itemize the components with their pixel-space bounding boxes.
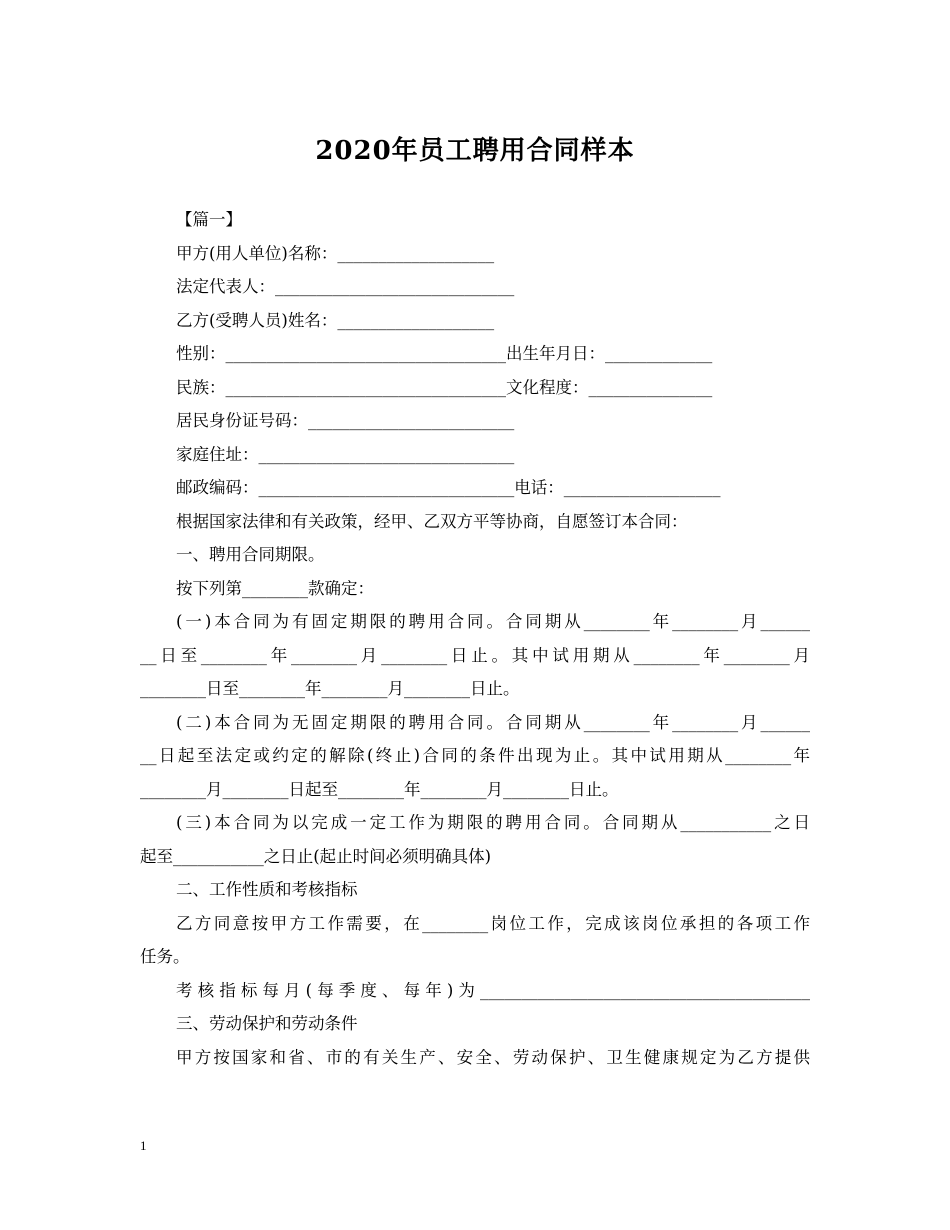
employer-name-field: 甲方(用人单位)名称：___________________: [176, 243, 495, 263]
clause-heading: 三、劳动保护和劳动条件: [176, 1014, 358, 1033]
paragraph-line: 乙方同意按甲方工作需要，在________岗位工作，完成该岗位承担的各项工作: [176, 913, 810, 933]
paragraph-line: __日起至法定或约定的解除(终止)合同的条件出现为止。其中试用期从________年: [140, 746, 810, 765]
gender-birthdate-field: 性别：__________________________________出生年月日：_____________: [176, 344, 713, 363]
paragraph-line: 甲方按国家和省、市的有关生产、安全、劳动保护、卫生健康规定为乙方提供: [176, 1047, 810, 1067]
paragraph-line: 任务。: [140, 947, 190, 966]
paragraph-line: ________月________日起至________年________月________日止。: [140, 779, 619, 799]
document-title: 2020年员工聘用合同样本: [315, 136, 635, 166]
id-number-field: 居民身份证号码：_________________________: [176, 411, 515, 430]
paragraph-line: 起至___________之日止(起止时间必须明确具体): [140, 846, 492, 866]
section-heading: 【篇一】: [176, 210, 242, 229]
postcode-phone-field: 邮政编码：_______________________________电话：___________________: [176, 478, 721, 497]
paragraph-line: (二)本合同为无固定期限的聘用合同。合同期从________年________月______: [176, 712, 810, 732]
page-number: 1: [140, 1138, 147, 1153]
paragraph-line: (一)本合同为有固定期限的聘用合同。合同期从________年________月______: [176, 612, 810, 631]
clause-heading: 二、工作性质和考核指标: [176, 880, 358, 899]
employee-name-field: 乙方(受聘人员)姓名：___________________: [176, 310, 495, 330]
paragraph-line: 考核指标每月(每季度、每年)为________________________________________: [176, 980, 810, 1000]
ethnicity-education-field: 民族：__________________________________文化程度：_______________: [176, 377, 713, 397]
paragraph-line: (三)本合同为以完成一定工作为期限的聘用合同。合同期从___________之日: [176, 813, 810, 832]
paragraph-line: 按下列第________款确定：: [176, 578, 374, 598]
paragraph-line: __日至________年________月________日止。其中试用期从________年________月: [140, 645, 810, 665]
clause-heading: 一、聘用合同期限。: [176, 545, 325, 564]
legal-representative-field: 法定代表人：_____________________________: [176, 277, 515, 296]
home-address-field: 家庭住址：_______________________________: [176, 444, 515, 464]
paragraph-line: 根据国家法律和有关政策，经甲、乙双方平等协商，自愿签订本合同：: [176, 511, 688, 531]
paragraph-line: ________日至________年________月________日止。: [140, 679, 520, 698]
document-body: [140, 203, 810, 1074]
